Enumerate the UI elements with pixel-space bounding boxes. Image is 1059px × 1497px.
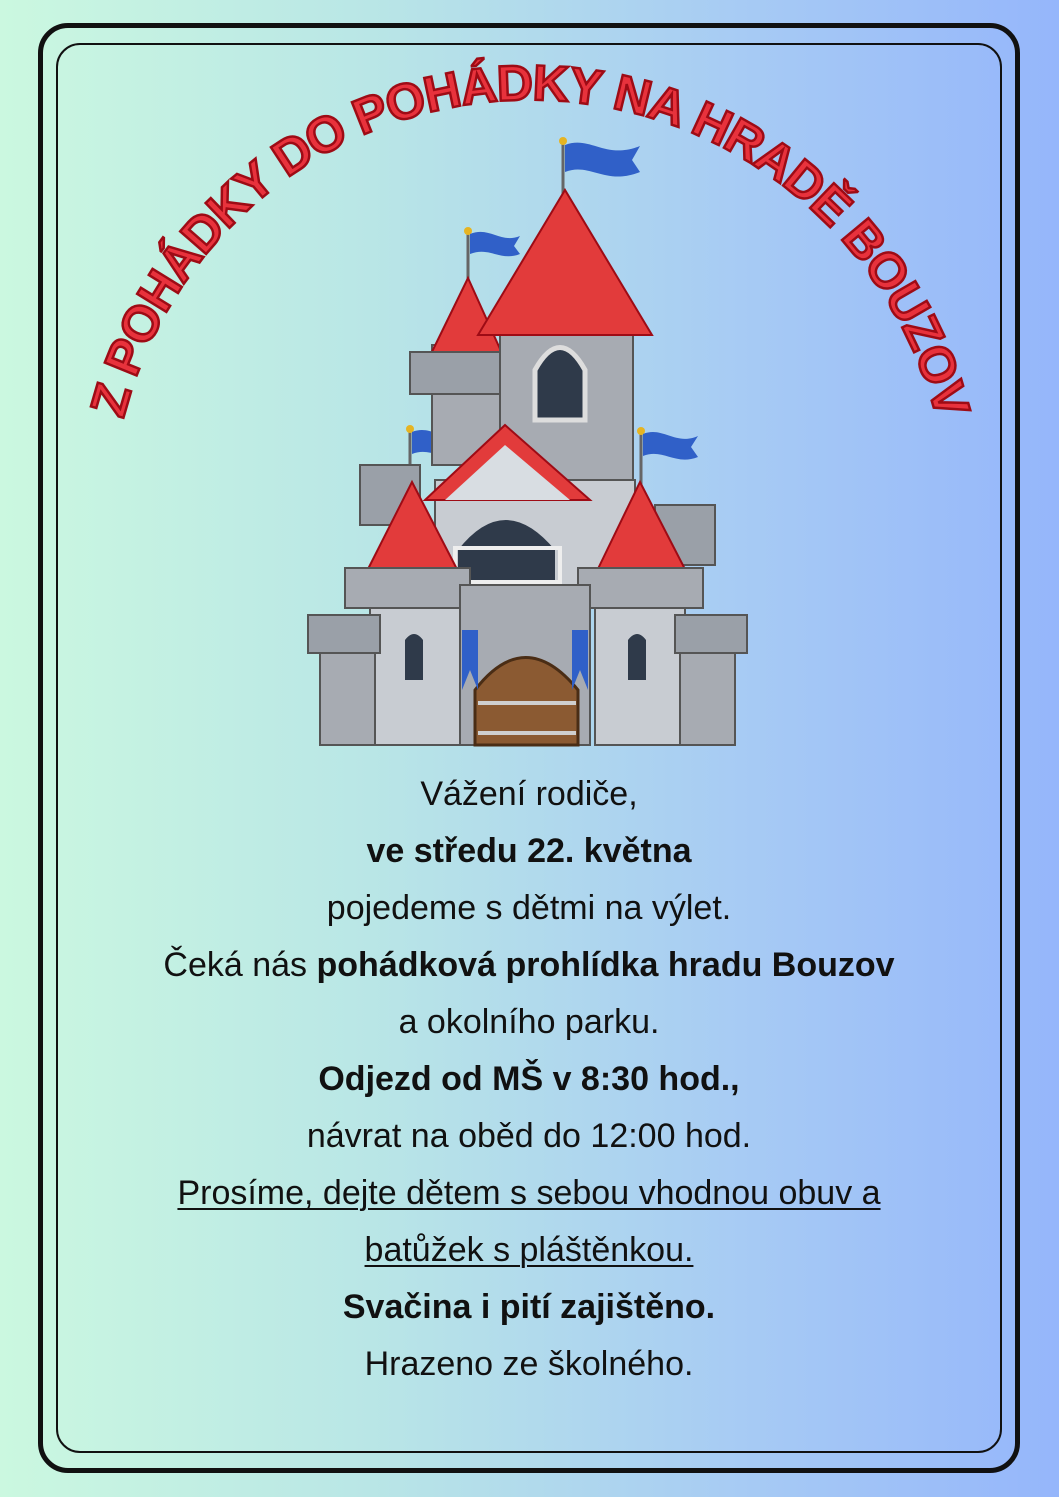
request-line-1: Prosíme, dejte dětem s sebou vhodnou obuv a	[177, 1174, 881, 1212]
payment-line: Hrazeno ze školného.	[364, 1345, 694, 1383]
trip-line: pojedeme s dětmi na výlet.	[326, 889, 732, 927]
return-line: návrat na oběd do 12:00 hod.	[306, 1117, 752, 1155]
park-line: a okolního parku.	[398, 1003, 660, 1041]
snack-line: Svačina i pití zajištěno.	[342, 1288, 716, 1326]
program-intro: Čeká nás	[163, 946, 317, 984]
date-line: ve středu 22. května	[366, 832, 692, 870]
title-text: Z POHÁDKY DO POHÁDKY NA HRADĚ BOUZOV	[79, 54, 981, 423]
castle-icon	[308, 137, 747, 745]
request-line-2: batůžek s pláštěnkou.	[364, 1231, 694, 1269]
greeting: Vážení rodiče,	[420, 775, 638, 813]
program-line	[56, 937, 1002, 994]
invitation-text	[56, 766, 1002, 1393]
departure-line: Odjezd od MŠ v 8:30 hod.,	[318, 1060, 740, 1098]
program-highlight: pohádková prohlídka hradu Bouzov	[316, 946, 895, 984]
